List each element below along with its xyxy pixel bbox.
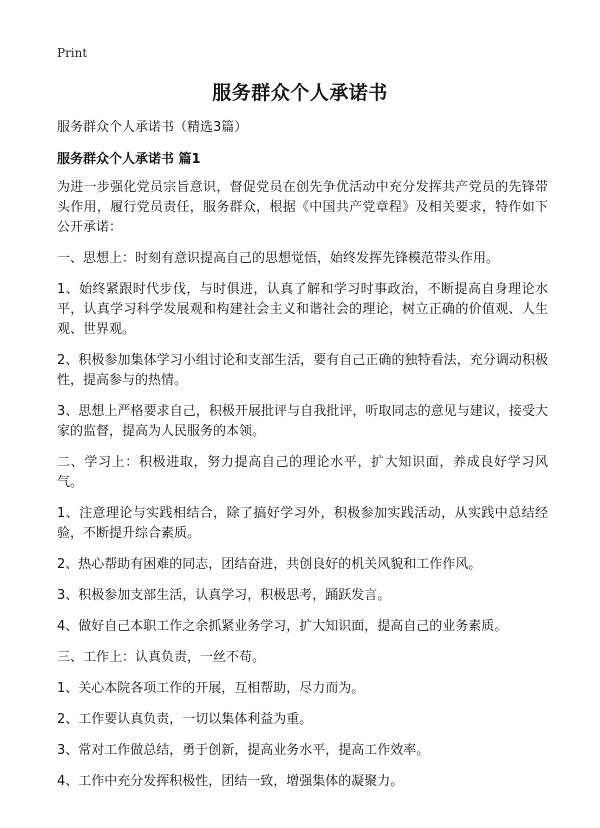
- paragraph-study-2: 2、热心帮助有困难的同志，团结奋进，共创良好的机关风貌和工作作风。: [57, 557, 482, 572]
- paragraph-study-1: 1、注意理论与实践相结合，除了搞好学习外，积极参加实践活动，从实践中总结经验，不断提升综合素质。: [57, 506, 548, 541]
- document-subtitle: 服务群众个人承诺书（精选3篇）: [57, 120, 248, 135]
- document-body: [57, 118, 548, 803]
- paragraph-work-3: 3、常对工作做总结，勇于创新，提高业务水平，提高工作效率。: [57, 743, 430, 758]
- paragraph-work-heading: 三、工作上：认真负责，一丝不苟。: [57, 650, 266, 665]
- paragraph-work-2: 2、工作要认真负责，一切以集体利益为重。: [57, 712, 313, 727]
- paragraph-study-3: 3、积极参加支部生活，认真学习，积极思考，踊跃发言。: [57, 588, 391, 603]
- document-title: 服务群众个人承诺书: [212, 82, 388, 104]
- paragraph-study-4: 4、做好自己本职工作之余抓紧业务学习，扩大知识面，提高自己的业务素质。: [57, 619, 508, 634]
- print-label[interactable]: Print: [57, 46, 88, 60]
- paragraph-thought-1: 1、始终紧跟时代步伐，与时俱进，认真了解和学习时事政治，不断提高自身理论水平，认真学习科学发展观和构建社会主义和谐社会的理论，树立正确的价值观、人生观、世界观。: [57, 282, 548, 337]
- paragraph-work-4: 4、工作中充分发挥积极性，团结一致，增强集体的凝聚力。: [57, 774, 404, 789]
- paragraph-study-heading: 二、学习上：积极进取，努力提高自己的理论水平，扩大知识面，养成良好学习风气。: [57, 455, 548, 490]
- paragraph-thought-2: 2、积极参加集体学习小组讨论和支部生活，要有自己正确的独特看法，充分调动积极性，提高参与的热情。: [57, 353, 548, 388]
- paragraph-intro: 为进一步强化党员宗旨意识，督促党员在创先争优活动中充分发挥共产党员的先锋带头作用，履行党员责任，服务群众，根据《中国共产党章程》及相关要求，特作如下公开承诺：: [57, 180, 548, 235]
- section-heading: 服务群众个人承诺书 篇1: [57, 152, 201, 167]
- paragraph-thought-3: 3、思想上严格要求自己，积极开展批评与自我批评，听取同志的意见与建议，接受大家的监督，提高为人民服务的本领。: [57, 404, 548, 439]
- paragraph-work-1: 1、关心本院各项工作的开展，互相帮助，尽力而为。: [57, 681, 365, 696]
- paragraph-thought-heading: 一、思想上：时刻有意识提高自己的思想觉悟，始终发挥先锋模范带头作用。: [57, 251, 500, 266]
